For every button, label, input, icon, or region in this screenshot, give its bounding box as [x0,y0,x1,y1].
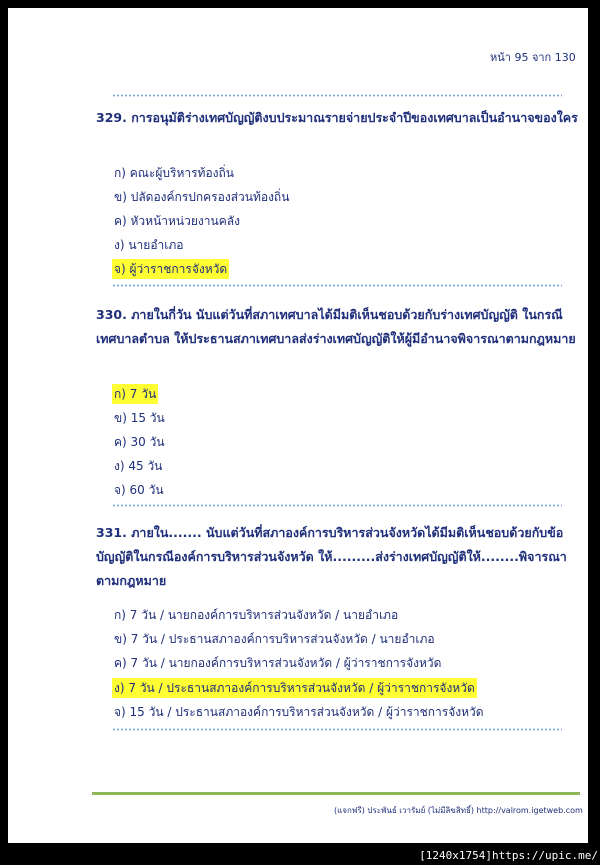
option: ค) 30 วัน [114,435,165,449]
option: ข) 7 วัน / ประธานสภาองค์การบริหารส่วนจังหวัด / นายอำเภอ [114,632,435,646]
separator [112,504,562,507]
separator [112,728,562,731]
option: ก) คณะผู้บริหารท้องถิ่น [114,166,234,180]
question-329-text: 329. การอนุมัติร่างเทศบัญญัติงบประมาณรายจ่ายประจำปีของเทศบาลเป็นอำนาจของใคร [96,110,578,125]
option: ค) 7 วัน / นายกองค์การบริหารส่วนจังหวัด / ผู้ว่าราชการจังหวัด [114,656,442,670]
option: จ) 15 วัน / ประธานสภาองค์การบริหารส่วนจังหวัด / ผู้ว่าราชการจังหวัด [114,705,484,719]
option: ข) 15 วัน [114,411,165,425]
page-number: หน้า 95 จาก 130 [490,51,576,64]
question-330-text: 330. ภายในกี่วัน นับแต่วันที่สภาเทศบาลได้มีมติเห็นชอบด้วยกับร่างเทศบัญญัติ ในกรณีเทศบาลตำบล ให้ประธานสภาเทศบาลส่งร่างเทศบัญญัติให้ผู้มีอำนาจพิจารณาตามกฎหมาย [96,307,576,346]
option: ก) 7 วัน / นายกองค์การบริหารส่วนจังหวัด / นายอำเภอ [114,608,399,622]
separator [112,94,562,97]
option-answer: ก) 7 วัน [112,384,158,404]
option-answer: ง) 7 วัน / ประธานสภาองค์การบริหารส่วนจังหวัด / ผู้ว่าราชการจังหวัด [112,678,477,698]
option: ง) นายอำเภอ [114,238,184,252]
option: จ) 60 วัน [114,483,164,497]
separator [112,284,562,287]
option: ง) 45 วัน [114,459,163,473]
document-page [8,8,588,843]
option-answer: จ) ผู้ว่าราชการจังหวัด [112,259,229,279]
question-331-text: 331. ภายใน....... นับแต่วันที่สภาองค์การบริหารส่วนจังหวัดได้มีมติเห็นชอบด้วยกับข้อบัญญัติในกรณีองค์การบริหารส่วนจังหวัด ให้.........ส่งร่างเทศบัญญัติให้........พิจารณาตามกฎหมาย [96,525,567,588]
option: ค) หัวหน้าหน่วยงานคลัง [114,214,240,228]
option: ข) ปลัดองค์กรปกครองส่วนท้องถิ่น [114,190,290,204]
footer-credit: (แจกฟรี) ประพันธ์ เวารัมย์ (ไม่มีลิขสิทธิ์) http://valrom.igetweb.com [334,806,583,815]
footer-divider [92,792,580,795]
watermark: [1240x1754]https://upic.me/ [419,849,598,862]
